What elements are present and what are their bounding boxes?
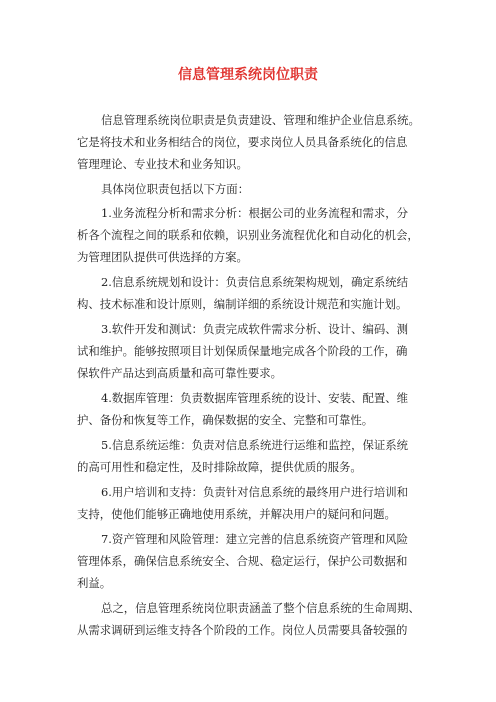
paragraph-line: 具体岗位职责包括以下方面： xyxy=(101,182,250,196)
paragraph-line: 7.资产管理和风险管理：建立完善的信息系统资产管理和风险 xyxy=(101,532,409,546)
paragraph-line: 管理理论、专业技术和业务知识。 xyxy=(77,157,248,171)
paragraph-line: 总之，信息管理系统岗位职责涵盖了整个信息系统的生命周期、 xyxy=(101,601,420,615)
paragraph-line: 从需求调研到运维支持各个阶段的工作。岗位人员需要具备较强的 xyxy=(77,623,408,637)
paragraph-line: 信息管理系统岗位职责是负责建设、管理和维护企业信息系统。 xyxy=(101,113,420,127)
paragraph-line: 它是将技术和业务相结合的岗位，要求岗位人员具备系统化的信息 xyxy=(77,135,408,149)
paragraph-line: 试和维护。能够按照项目计划保质保量地完成各个阶段的工作，确 xyxy=(77,344,408,358)
paragraph-line: 3.软件开发和测试：负责完成软件需求分析、设计、编码、测 xyxy=(101,322,409,336)
paragraph-line: 1.业务流程分析和需求分析：根据公司的业务流程和需求，分 xyxy=(101,206,409,220)
paragraph-line: 利益。 xyxy=(77,576,112,590)
paragraph-line: 5.信息系统运维：负责对信息系统进行运维和监控，保证系统 xyxy=(101,438,409,452)
paragraph-line: 的高可用性和稳定性，及时排除故障，提供优质的服务。 xyxy=(77,460,362,474)
paragraph-line: 6.用户培训和支持：负责针对信息系统的最终用户进行培训和 xyxy=(101,485,409,499)
paragraph-line: 2.信息系统规划和设计：负责信息系统架构规划，确定系统结 xyxy=(101,275,409,289)
paragraph-line: 构、技术标准和设计原则，编制详细的系统设计规范和实施计划。 xyxy=(77,297,408,311)
paragraph-line: 管理体系，确保信息系统安全、合规、稳定运行，保护公司数据和 xyxy=(77,554,408,568)
paragraph-line: 析各个流程之间的联系和依赖，识别业务流程优化和自动化的机会， xyxy=(77,228,419,242)
paragraph-line: 4.数据库管理：负责数据库管理系统的设计、安装、配置、维 xyxy=(101,391,409,405)
paragraph-line: 保软件产品达到高质量和高可靠性要求。 xyxy=(77,366,283,380)
paragraph-line: 为管理团队提供可供选择的方案。 xyxy=(77,250,248,264)
paragraph-line: 护、备份和恢复等工作，确保数据的安全、完整和可靠性。 xyxy=(77,413,374,427)
paragraph-line: 支持，使他们能够正确地使用系统，并解决用户的疑问和问题。 xyxy=(77,507,396,521)
document-title: 信息管理系统岗位职责 xyxy=(178,67,318,83)
